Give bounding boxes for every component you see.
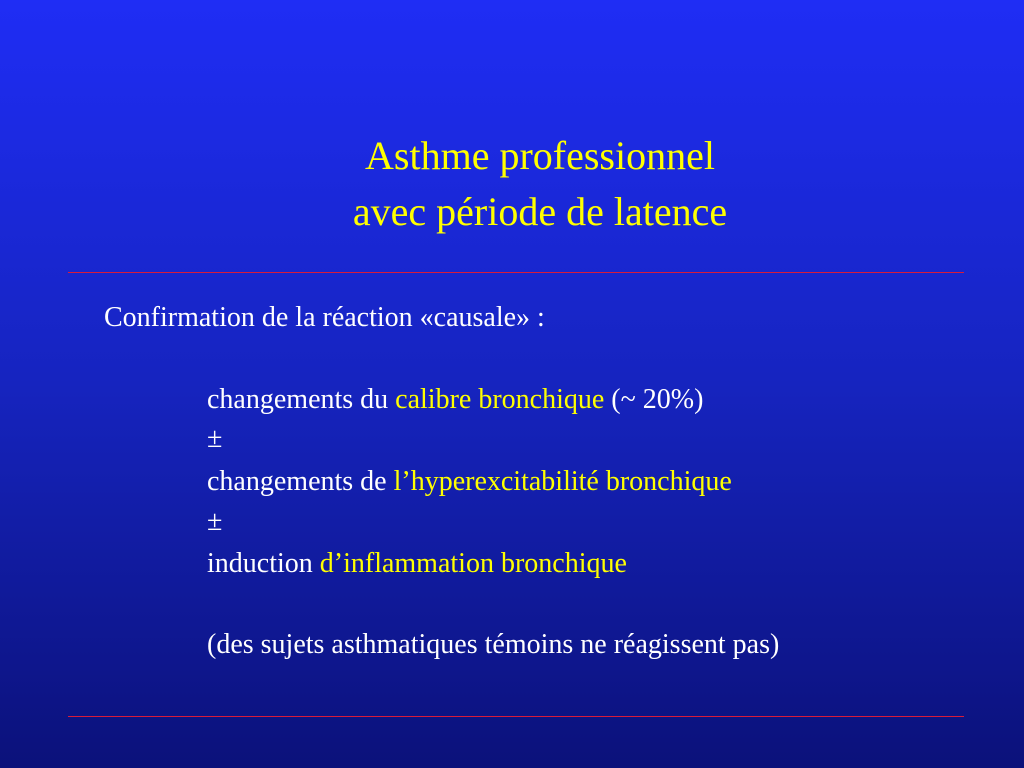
item-suffix: (~ 20%): [604, 384, 704, 415]
item-prefix: changements de: [207, 466, 394, 497]
top-divider: [68, 272, 964, 273]
note-text: (des sujets asthmatiques témoins ne réagissent pas): [207, 629, 780, 660]
item-highlight: calibre bronchique: [395, 384, 605, 415]
item-highlight: l’hyperexcitabilité bronchique: [393, 466, 732, 497]
item-prefix: changements du: [207, 384, 396, 415]
item-inflammation: [207, 547, 627, 581]
plus-minus-symbol: ±: [207, 506, 223, 537]
item-hyperexcitabilite: [207, 465, 732, 499]
item-highlight: d’inflammation bronchique: [319, 548, 627, 579]
item-calibre-bronchique: [207, 383, 703, 417]
intro-text: Confirmation de la réaction «causale» :: [104, 302, 545, 333]
item-prefix: induction: [207, 548, 320, 579]
slide-title-line-2: avec période de latence: [352, 189, 728, 234]
bottom-divider: [68, 716, 964, 717]
plus-minus-symbol: ±: [207, 423, 223, 454]
slide-title-line-1: Asthme professionnel: [365, 133, 715, 178]
